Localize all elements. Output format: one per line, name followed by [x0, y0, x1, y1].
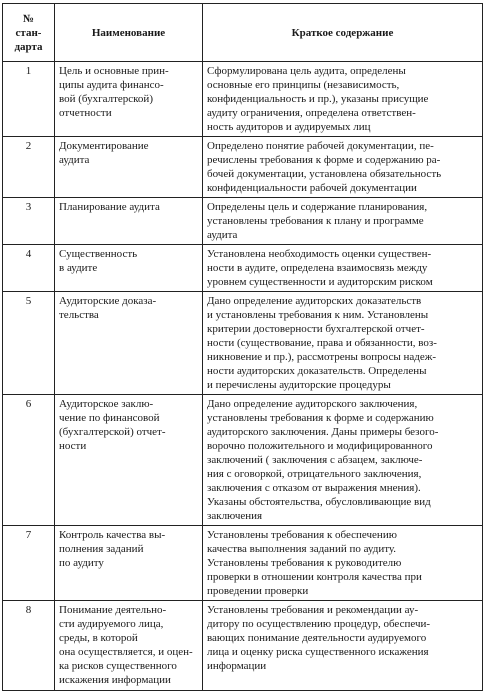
standard-description-line: ния с оговоркой, отрицательного заключения, — [207, 468, 422, 480]
standard-name — [55, 245, 203, 292]
standard-name — [55, 137, 203, 198]
standard-description — [203, 292, 483, 395]
standard-description-line: и установлены требования к ним. Установлены — [207, 309, 429, 321]
header-number — [3, 4, 55, 62]
standard-name-line: тельства — [59, 309, 99, 321]
standard-number: 1 — [3, 62, 55, 137]
standard-description-line: уровнем существенности и аудиторским риском — [207, 276, 433, 288]
standard-name-line: отчетности — [59, 107, 112, 119]
standard-number: 8 — [3, 601, 55, 691]
standard-name-line: полнения заданий — [59, 543, 144, 555]
standard-name-line: Существенность — [59, 248, 138, 260]
standard-name-line: в аудите — [59, 262, 98, 274]
standard-name — [55, 601, 203, 691]
standard-name-line: сти аудируемого лица, — [59, 618, 164, 630]
header-number-line: стан- — [15, 26, 42, 39]
standard-description-line: информации — [207, 660, 267, 672]
table-row — [3, 395, 483, 526]
standard-name-line: аудита — [59, 154, 90, 166]
standard-description-line: Указаны обстоятельства, обусловливающие вид — [207, 496, 431, 508]
standard-name — [55, 526, 203, 601]
standard-description-line: ность аудиторов и аудируемых лиц — [207, 121, 371, 133]
standard-name — [55, 292, 203, 395]
standard-description-line: критерии достоверности бухгалтерской отчет- — [207, 323, 425, 335]
standard-description-line: Дано определение аудиторских доказательств — [207, 295, 422, 307]
standard-description — [203, 601, 483, 691]
standards-table — [2, 3, 483, 691]
standard-description-line: бочей документации, установлена обязательность — [207, 168, 442, 180]
standard-description-line: аудиторского заключения. Даны примеры безого- — [207, 426, 439, 438]
table-header-row — [3, 4, 483, 62]
standard-description-line: Установлены требования к руководителю — [207, 557, 402, 569]
standard-description-line: заключения с отказом от выражения мнения). — [207, 482, 421, 494]
standard-name — [55, 395, 203, 526]
standard-description-line: вающих понимание деятельности аудируемого — [207, 632, 427, 644]
standard-description-line: основные его принципы (независимость, — [207, 79, 400, 91]
header-number-line: дарта — [14, 40, 43, 53]
standard-description — [203, 395, 483, 526]
standard-number: 4 — [3, 245, 55, 292]
standard-description-line: ности в аудите, определена взаимосвязь между — [207, 262, 428, 274]
standard-name-line: по аудиту — [59, 557, 104, 569]
standard-description-line: никновение и пр.), рассмотрены вопросы надеж- — [207, 351, 436, 363]
standard-name-line: (бухгалтерской) отчет- — [59, 426, 166, 438]
standard-number: 6 — [3, 395, 55, 526]
standard-name-line: Контроль качества вы- — [59, 529, 166, 541]
standard-description-line: установлены требования к плану и программе — [207, 215, 424, 227]
table-row — [3, 198, 483, 245]
standard-description-line: установлены требования к форме и содержанию — [207, 412, 434, 424]
standard-name-line: Планирование аудита — [59, 201, 160, 213]
standard-name-line: чение по финансовой — [59, 412, 160, 424]
standard-description-line: и перечислены аудиторские процедуры — [207, 379, 391, 391]
header-content: Краткое содержание — [203, 4, 483, 62]
standard-description-line: ворочно положительного и модифицированного — [207, 440, 433, 452]
standard-description-line: Установлены требования к обеспечению — [207, 529, 397, 541]
table-row — [3, 601, 483, 691]
standard-description-line: Определено понятие рабочей документации, пе- — [207, 140, 434, 152]
standard-description-line: заключений ( заключения с абзацем, заключе- — [207, 454, 423, 466]
standard-name-line: Документирование — [59, 140, 149, 152]
table-row — [3, 526, 483, 601]
standard-description-line: Сформулирована цель аудита, определены — [207, 65, 406, 77]
standard-description-line: проведении проверки — [207, 585, 309, 597]
standard-description-line: дитору по осуществлению процедур, обеспечи- — [207, 618, 431, 630]
standard-name-line: вой (бухгалтерской) — [59, 93, 153, 105]
standard-description-line: заключения — [207, 510, 263, 522]
table-row — [3, 245, 483, 292]
standard-description — [203, 198, 483, 245]
standard-number: 2 — [3, 137, 55, 198]
header-name: Наименование — [55, 4, 203, 62]
table-row — [3, 62, 483, 137]
standard-description — [203, 62, 483, 137]
standard-description-line: аудита — [207, 229, 238, 241]
standard-description-line: Установлена необходимость оценки существен- — [207, 248, 432, 260]
standard-number: 5 — [3, 292, 55, 395]
table-row — [3, 292, 483, 395]
table-row — [3, 137, 483, 198]
standard-description-line: Определены цель и содержание планирования, — [207, 201, 428, 213]
standard-description-line: проверки в отношении контроля качества при — [207, 571, 422, 583]
standard-description-line: аудиту ограничения, определена ответствен- — [207, 107, 416, 119]
standard-name-line: Аудиторские доказа- — [59, 295, 157, 307]
standard-name-line: среды, в которой — [59, 632, 138, 644]
standard-name-line: она осуществляется, и оцен- — [59, 646, 193, 658]
header-number-line: № — [22, 12, 35, 25]
standard-name-line: искажения информации — [59, 674, 171, 686]
standard-description-line: лица и оценку риска существенного искажения — [207, 646, 429, 658]
standard-description-line: качества выполнения заданий по аудиту. — [207, 543, 397, 555]
standard-description-line: речислены требования к форме и содержанию ра- — [207, 154, 441, 166]
standard-description-line: Установлены требования и рекомендации ау- — [207, 604, 419, 616]
standard-description — [203, 526, 483, 601]
standard-name-line: ка рисков существенного — [59, 660, 177, 672]
standard-name — [55, 198, 203, 245]
standard-name-line: Цель и основные прин- — [59, 65, 169, 77]
standard-description-line: Дано определение аудиторского заключения, — [207, 398, 418, 410]
standard-name-line: ципы аудита финансо- — [59, 79, 164, 91]
standard-name-line: Понимание деятельно- — [59, 604, 167, 616]
standard-description-line: конфиденциальность и пр.), указаны присущие — [207, 93, 429, 105]
standard-description-line: ности (существование, права и обязанности, воз- — [207, 337, 437, 349]
standard-name-line: ности — [59, 440, 87, 452]
standard-description-line: конфиденциальности рабочей документации — [207, 182, 417, 194]
standard-description — [203, 245, 483, 292]
standard-number: 3 — [3, 198, 55, 245]
standard-description — [203, 137, 483, 198]
standard-name-line: Аудиторское заклю- — [59, 398, 154, 410]
standard-number: 7 — [3, 526, 55, 601]
standard-name — [55, 62, 203, 137]
standard-description-line: ности аудиторских доказательств. Определены — [207, 365, 427, 377]
